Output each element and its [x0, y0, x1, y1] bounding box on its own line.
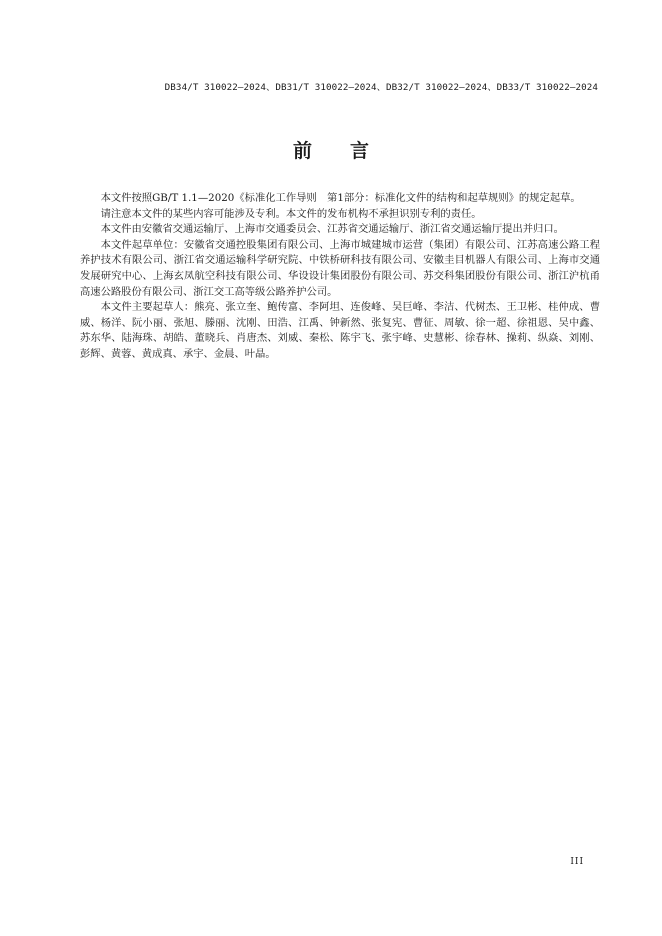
paragraph-patent-notice: 请注意本文件的某些内容可能涉及专利。本文件的发布机构不承担识别专利的责任。 — [100, 207, 482, 220]
paragraph-proposing-bodies: 本文件由安徽省交通运输厅、上海市交通委员会、江苏省交通运输厅、浙江省交通运输厅提出并归口。 — [100, 223, 564, 236]
page-number: III — [570, 857, 584, 867]
page-title: 前 言 — [292, 140, 369, 162]
paragraph-drafting-units: 本文件起草单位：安徽省交通控股集团有限公司、上海市城建城市运营（集团）有限公司、江苏高速公路工程养护技术有限公司、浙江省交通运输科学研究院、中铁桥研科技有限公司、安徽圭目机器人有限公司、上海市交通发展研究中心、上海玄凤航空科技有限公司、华设设计集团股份有限公司、苏交科集团股份有限公司、浙江沪杭甬高速公路股份有限公司、浙江交工高等级公路养护公司。 — [80, 238, 600, 298]
foreword-body — [80, 191, 600, 363]
paragraph-drafting-rules: 本文件按照GB/T 1.1—2020《标准化工作导则 第1部分：标准化文件的结构和起草规则》的规定起草。 — [100, 192, 581, 204]
standard-code-header: DB34/T 310022—2024、DB31/T 310022—2024、DB32/T 310022—2024、DB33/T 310022—2024 — [164, 82, 598, 93]
paragraph-drafters: 本文件主要起草人：熊亮、张立奎、鲍传富、李阿坦、连俊峰、吴巨峰、李洁、代树杰、王卫彬、桂仲成、曹威、杨洋、阮小丽、张旭、滕丽、沈刚、田浩、江禹、钟新然、张复宪、曹征、周敏、徐一超、徐祖恩、吴中鑫、苏东华、陆海珠、胡皓、董晓兵、肖唐杰、刘威、秦松、陈宇飞、张宇峰、史慧彬、徐春林、操莉、纵焱、刘刚、彭辉、黄蓉、黄成真、承宇、金晨、叶晶。 — [80, 301, 600, 360]
